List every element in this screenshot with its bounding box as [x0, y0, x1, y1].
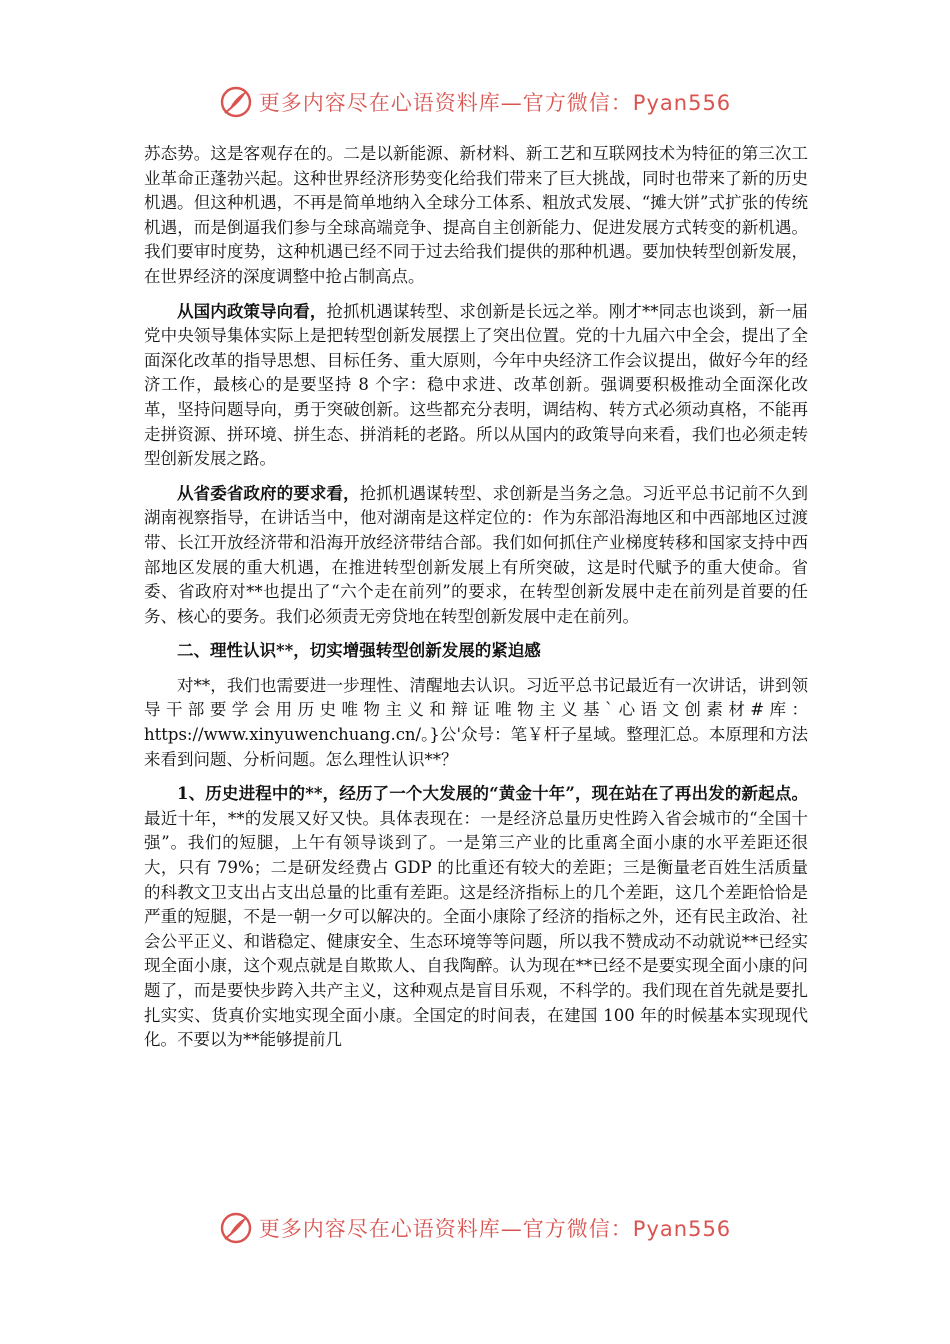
- paragraph-2-body: 抢抓机遇谋转型、求创新是长远之举。刚才**同志也谈到，新一届党中央领导集体实际上是把转型创新发展摆上了突出位置。党的十九届六中全会，提出了全面深化改革的指导思想、目标任务、重大原则，今年中央经济工作会议提出，做好今年的经济工作，最核心的是要坚持 8 个字：稳中求进、改革创新。强调要积极推动全面深化改革，坚持问题导向，勇于突破创新。这些都充分表明，调结构、转方式必须动真格，不能再走拼资源、拼环境、拼生态、拼消耗的老路。所以从国内的政策导向来看，我们也必须走转型创新发展之路。: [144, 301, 809, 469]
- paragraph-4: 对**，我们也需要进一步理性、清醒地去认识。习近平总书记最近有一次讲话，讲到领导干部要学会用历史唯物主义和辩证唯物主义基`心语文创素材#库：https://www.xinyuwenchuang.cn/。}公'众号：笔￥杆子星域。整理汇总。本原理和方法来看到问题、分析问题。怎么理性认识**？: [144, 675, 808, 769]
- header-banner: [0, 82, 950, 122]
- paragraph-3-body: 抢抓机遇谋转型、求创新是当务之急。习近平总书记前不久到湖南视察指导，在讲话当中，他对湖南是这样定位的：作为东部沿海地区和中西部地区过渡带、长江开放经济带和沿海开放经济带结合部。我们如何抓住产业梯度转移和国家支持中西部地区发展的重大机遇，在推进转型创新发展上有所突破，这是时代赋予的重大使命。省委、省政府对**也提出了“六个走在前列”的要求，在转型创新发展中走在前列是首要的任务、核心的要务。我们必须责无旁贷地在转型创新发展中走在前列。: [144, 483, 809, 626]
- paragraph-5-body: 最近十年，**的发展又好又快。具体表现在：一是经济总量历史性跨入省会城市的“全国十强”。我们的短腿，上午有领导谈到了。一是第三产业的比重离全面小康的水平差距还很大，只有 79%；二是研发经费占 GDP 的比重还有较大的差距；三是衡量老百姓生活质量的科教文卫支出占支出总量的比重有差距。这是经济指标上的几个差距，这几个差距恰恰是严重的短腿，不是一朝一夕可以解决的。全面小康除了经济的指标之外，还有民主政治、社会公平正义、和谐稳定、健康安全、生态环境等等问题，所以我不赞成动不动就说**已经实现全面小康，这个观点就是自欺欺人、自我陶醉。认为现在**已经不是要实现全面小康的问题了，而是要快步跨入共产主义，这种观点是盲目乐观，不科学的。我们现在首先就是要扎扎实实、货真价实地实现全面小康。全国定的时间表，在建国 100 年的时候基本实现现代化。不要以为**能够提前几: [144, 808, 808, 1050]
- document-body: [144, 142, 808, 1063]
- feather-logo-icon: [219, 85, 253, 119]
- paragraph-1: 苏态势。这是客观存在的。二是以新能源、新材料、新工艺和互联网技术为特征的第三次工业革命正蓬勃兴起。这种世界经济形势变化给我们带来了巨大挑战，同时也带来了新的历史机遇。但这种机遇，不再是简单地纳入全球分工体系、粗放式发展、“摊大饼”式扩张的传统机遇，而是倒逼我们参与全球高端竞争、提高自主创新能力、促进发展方式转变的新机遇。我们要审时度势，这种机遇已经不同于过去给我们提供的那种机遇。要加快转型创新发展，在世界经济的深度调整中抢占制高点。: [144, 144, 808, 286]
- section-heading: 二、理性认识**，切实增强转型创新发展的紧迫感: [177, 641, 541, 661]
- banner-text: 更多内容尽在心语资料库—官方微信：Pyan556: [258, 1217, 732, 1241]
- feather-logo-icon: [219, 1211, 253, 1245]
- banner-text: 更多内容尽在心语资料库—官方微信：Pyan556: [258, 91, 732, 115]
- footer-banner: [0, 1208, 950, 1248]
- paragraph-5: [144, 782, 808, 1053]
- paragraph-3-lead: 从省委省政府的要求看，: [177, 483, 360, 503]
- paragraph-2-lead: 从国内政策导向看，: [177, 301, 327, 321]
- paragraph-5-lead: 1、历史进程中的**，经历了一个大发展的“黄金十年”，现在站在了再出发的新起点。: [177, 784, 808, 804]
- paragraph-3: [144, 482, 808, 630]
- paragraph-2: [144, 300, 808, 472]
